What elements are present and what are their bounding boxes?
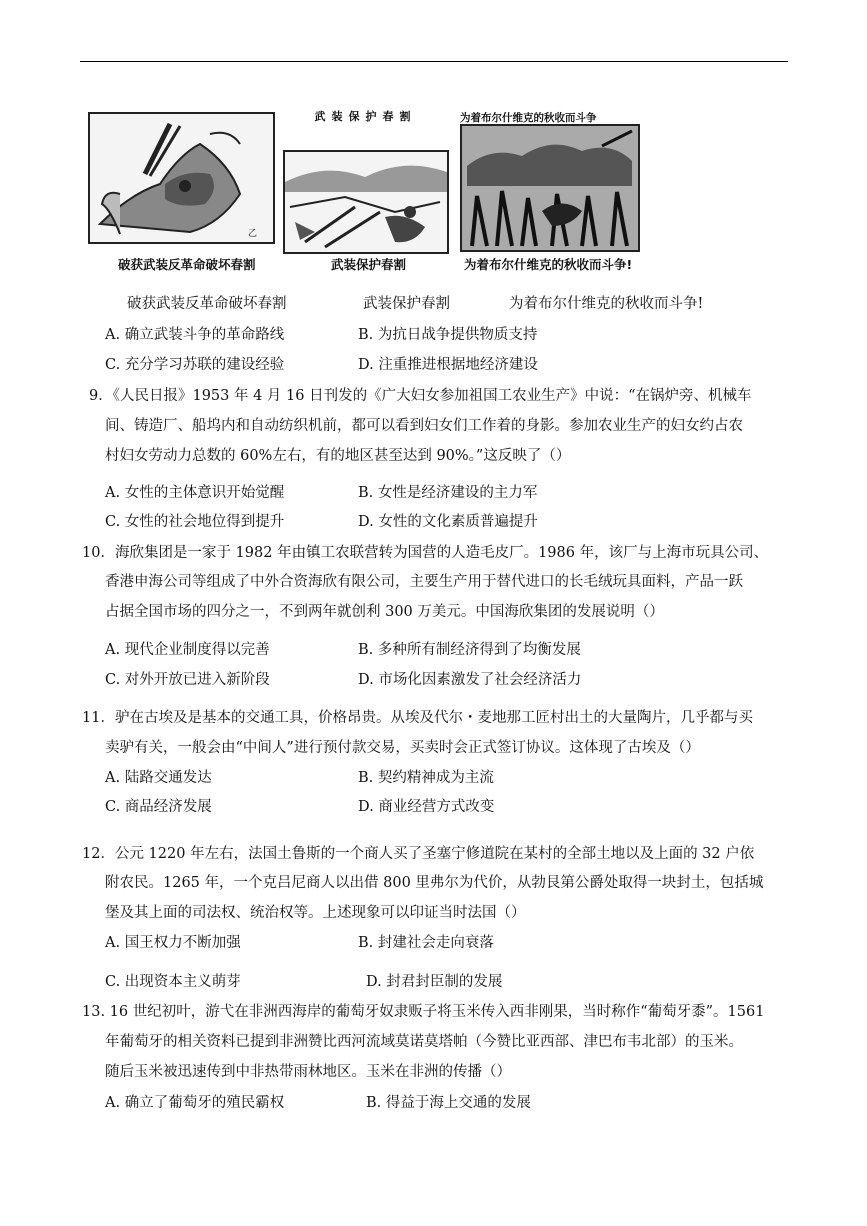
q13-option-b[interactable]: B. 得益于海上交通的发展 xyxy=(366,1095,531,1111)
q13-stem-line-2: 年葡萄牙的相关资料已提到非洲赞比西河流域莫诺莫塔帕（今赞比亚西部、津巴布韦北部）的玉米。 xyxy=(105,1034,743,1050)
woodcut-panel-2 xyxy=(283,150,449,254)
woodcut-image-strip xyxy=(88,108,643,276)
panel-2-caption: 武装保护春割 xyxy=(331,257,407,272)
q10-option-d[interactable]: D. 市场化因素激发了社会经济活力 xyxy=(358,672,582,688)
panel-3-caption: 为着布尔什维克的秋收而斗争! xyxy=(464,257,633,272)
q12-option-b[interactable]: B. 封建社会走向衰落 xyxy=(358,935,494,951)
q11-option-c[interactable]: C. 商品经济发展 xyxy=(105,799,212,815)
panel-3-header: 为着布尔什维克的秋收而斗争 xyxy=(460,112,597,124)
q8-option-a[interactable]: A. 确立武装斗争的革命路线 xyxy=(105,327,285,343)
q8-option-b[interactable]: B. 为抗日战争提供物质支持 xyxy=(358,327,538,343)
q12-option-a[interactable]: A. 国王权力不断加强 xyxy=(105,935,241,951)
q12-stem-line-1: 12．公元 1220 年左右，法国土鲁斯的一个商人买了圣塞宁修道院在某村的全部土地以及上面的 32 户依 xyxy=(82,846,755,862)
q13-stem-line-1: 13. 16 世纪初叶，游弋在非洲西海岸的葡萄牙奴隶贩子将玉米传入西非刚果，当时称作“葡萄牙黍”。1561 xyxy=(82,1004,765,1020)
q8-option-d[interactable]: D. 注重推进根据地经济建设 xyxy=(358,357,538,373)
q10-option-a[interactable]: A. 现代企业制度得以完善 xyxy=(105,642,270,658)
q12-option-c[interactable]: C. 出现资本主义萌芽 xyxy=(105,974,241,990)
q8-caption-3: 为着布尔什维克的秋收而斗争! xyxy=(509,296,704,312)
q9-option-b[interactable]: B. 女性是经济建设的主力军 xyxy=(358,485,538,501)
q12-stem-line-2: 附农民。1265 年，一个克吕尼商人以出借 800 里弗尔为代价，从勃艮第公爵处取得一块封土，包括城 xyxy=(105,875,764,891)
header-rule xyxy=(80,61,788,62)
woodcut-crowd-illustration xyxy=(462,126,638,250)
q12-option-d[interactable]: D. 封君封臣制的发展 xyxy=(366,974,503,990)
q11-option-b[interactable]: B. 契约精神成为主流 xyxy=(358,770,494,786)
q11-option-d[interactable]: D. 商业经营方式改变 xyxy=(358,799,495,815)
q9-option-c[interactable]: C. 女性的社会地位得到提升 xyxy=(105,514,285,530)
q8-caption-1: 破获武装反革命破坏春割 xyxy=(127,296,287,312)
q10-stem-line-3: 占据全国市场的四分之一，不到两年就创利 300 万美元。中国海欣集团的发展说明（） xyxy=(105,604,664,620)
q11-stem-line-2: 卖驴有关，一般会由“中间人”进行预付款交易，买卖时会正式签订协议。这体现了古埃及（） xyxy=(105,740,700,756)
woodcut-panel-3 xyxy=(460,124,640,252)
q8-option-c[interactable]: C. 充分学习苏联的建设经验 xyxy=(105,357,285,373)
q11-option-a[interactable]: A. 陆路交通发达 xyxy=(105,770,212,786)
q9-stem-line-1: 9．《人民日报》1953 年 4 月 16 日刊发的《广大妇女参加祖国工农业生产》中说：“在锅炉旁、机械车 xyxy=(89,388,752,404)
q10-stem-line-1: 10．海欣集团是一家于 1982 年由镇工农联营转为国营的人造毛皮厂。1986 年，该厂与上海市玩具公司、 xyxy=(82,545,769,561)
svg-text:乙: 乙 xyxy=(248,229,258,239)
q9-option-d[interactable]: D. 女性的文化素质普遍提升 xyxy=(358,514,538,530)
q9-option-a[interactable]: A. 女性的主体意识开始觉醒 xyxy=(105,485,285,501)
woodcut-soldiers-illustration xyxy=(285,152,447,252)
q11-stem-line-1: 11．驴在古埃及是基本的交通工具，价格昂贵。从埃及代尔・麦地那工匠村出土的大量陶片，几乎都与买 xyxy=(82,710,753,726)
q13-stem-line-3: 随后玉米被迅速传到中非热带雨林地区。玉米在非洲的传播（） xyxy=(105,1064,511,1080)
q9-stem-line-3: 村妇女劳动力总数的 60%左右，有的地区甚至达到 90%。”这反映了（） xyxy=(105,448,571,464)
q13-option-a[interactable]: A. 确立了葡萄牙的殖民霸权 xyxy=(105,1095,285,1111)
panel-1-caption: 破获武装反革命破坏春割 xyxy=(118,257,256,272)
q9-stem-line-2: 间、铸造厂、船坞内和自动纺织机前，都可以看到妇女们工作着的身影。参加农业生产的妇女约占农 xyxy=(105,418,743,434)
woodcut-panel-1 xyxy=(88,112,275,244)
q10-stem-line-2: 香港申海公司等组成了中外合资海欣有限公司，主要生产用于替代进口的长毛绒玩具面料，产品一跃 xyxy=(105,574,743,590)
q10-option-b[interactable]: B. 多种所有制经济得到了均衡发展 xyxy=(358,642,581,658)
woodcut-fist-illustration xyxy=(90,114,273,242)
q8-caption-2: 武装保护春割 xyxy=(363,296,450,312)
q10-option-c[interactable]: C. 对外开放已进入新阶段 xyxy=(105,672,270,688)
panel-2-header: 武装保护春割 xyxy=(314,110,417,123)
q12-stem-line-3: 堡及其上面的司法权、统治权等。上述现象可以印证当时法国（） xyxy=(105,905,526,921)
